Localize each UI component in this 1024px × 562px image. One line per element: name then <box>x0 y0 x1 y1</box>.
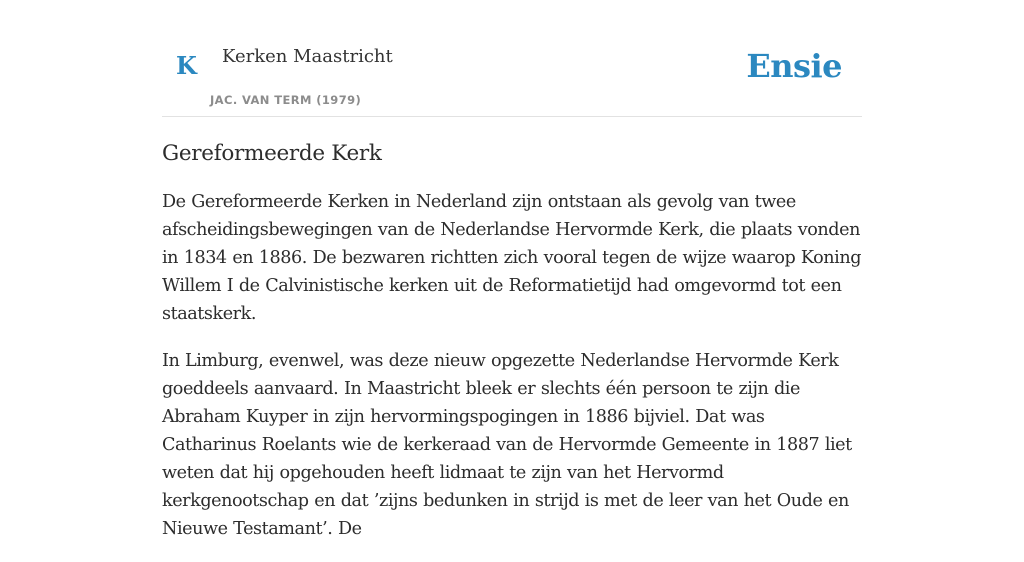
ensie-logo[interactable]: Ensie <box>746 47 842 85</box>
book-title[interactable]: Kerken Maastricht <box>222 46 393 67</box>
article-paragraph: In Limburg, evenwel, was deze nieuw opgezette Nederlandse Hervormde Kerk goeddeels aanvaard. In Maastricht bleek er slechts één persoon te zijn die Abraham Kuyper in zijn hervormingspogingen in 1886 bijviel. Dat was Catharinus Roelants wie de kerkeraad van de Hervormde Gemeente in 1887 liet weten dat hij opgehouden heeft lidmaat te zijn van het Hervormd kerkgenootschap en dat ’zijns bedunken in strijd is met de leer van het Oude en Nieuwe Testamant’. De <box>162 351 852 539</box>
article-heading: Gereformeerde Kerk <box>162 141 382 166</box>
article-paragraph: De Gereformeerde Kerken in Nederland zijn ontstaan als gevolg van twee afscheidingsbewegingen van de Nederlandse Hervormde Kerk, die plaats vonden in 1834 en 1886. De bezwaren richtten zich vooral tegen de wijze waarop Koning Willem I de Calvinistische kerken uit de Reformatietijd had omgevormd tot een staatskerk. <box>162 192 862 324</box>
header <box>162 0 862 117</box>
book-author: JAC. VAN TERM (1979) <box>210 93 362 107</box>
book-logo-letter[interactable]: K <box>176 51 197 80</box>
article <box>162 138 862 562</box>
